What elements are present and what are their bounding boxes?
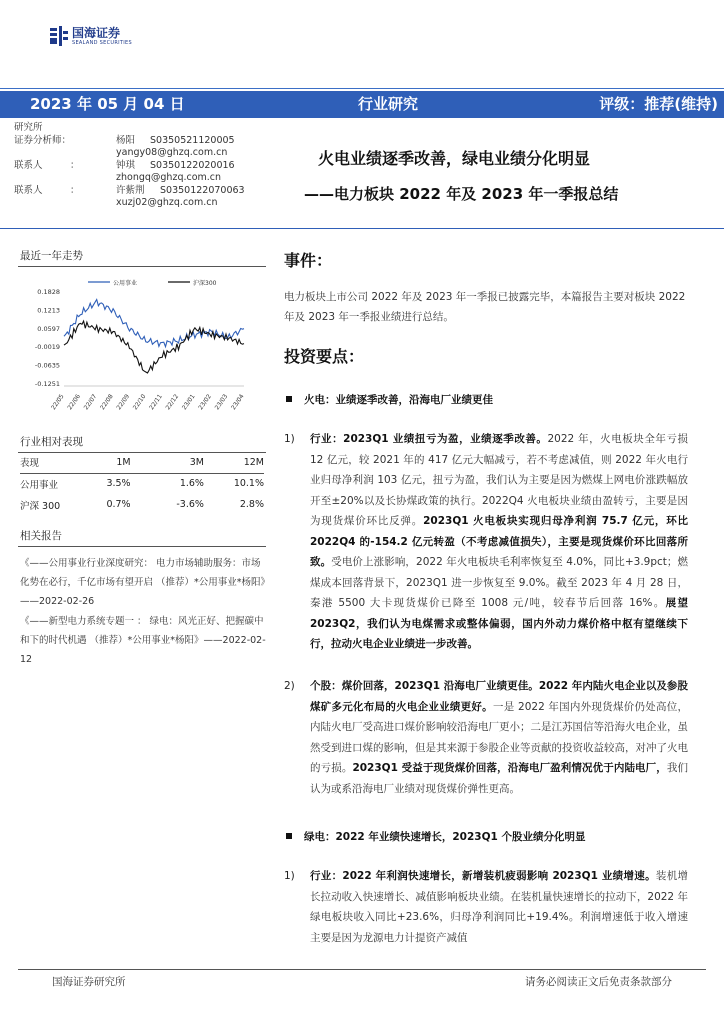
section-bullet-green bbox=[286, 829, 586, 844]
x-tick-label: 23/02 bbox=[197, 393, 213, 412]
item-bold: 展望 2023Q2，我们认为电煤需求或整体偏弱，国内外动力煤价格中枢有望继续下行，拉动火电企业业绩进一步改善。 bbox=[310, 597, 689, 650]
x-tick-label: 22/05 bbox=[49, 393, 66, 412]
series-line-hs300 bbox=[64, 321, 244, 373]
item-lead: 行业：2022 年利润快速增长，新增装机疲弱影响 2023Q1 业绩增速。 bbox=[310, 870, 656, 882]
related-report-item[interactable]: 《——公用事业行业深度研究： 电力市场辅助服务：市场化势在必行，千亿市场有望开启 （推荐）*公用事业*杨阳》——2022-02-26 bbox=[20, 558, 266, 608]
item-bold: 2023Q1 火电板块实现归母净利润 75.7 亿元，环比 2022Q4 的-154.2 亿元转盈（不考虑减值损失），主要是现货煤价环比回落所致。 bbox=[310, 515, 689, 568]
point-item-thermal-stocks bbox=[284, 676, 688, 799]
contact-colon: ： bbox=[70, 159, 80, 171]
related-reports bbox=[20, 554, 266, 669]
point-item-thermal-industry bbox=[284, 429, 688, 655]
legend-label: 沪深300 bbox=[193, 280, 217, 287]
perf-cell: 3.5% bbox=[106, 478, 131, 490]
x-tick-label: 22/08 bbox=[99, 393, 115, 412]
contact-code: S0350122070063 bbox=[160, 184, 245, 196]
perf-header-row bbox=[20, 452, 264, 473]
footer-rule bbox=[18, 969, 706, 970]
event-intro: 电力板块上市公司 2022 年及 2023 年一季报已披露完毕，本篇报告主要对板块 2022 年及 2023 年一季报业绩进行总结。 bbox=[284, 291, 686, 323]
logo-text-en: SEALAND SECURITIES bbox=[72, 39, 132, 46]
item-bold: 2023Q1 受益于现货煤价回落，沿海电厂盈利情况优于内陆电厂， bbox=[352, 762, 667, 774]
perf-header-cell: 12M bbox=[218, 452, 264, 473]
report-date: 2023 年 05 月 04 日 bbox=[30, 95, 185, 113]
perf-cell: 沪深 300 bbox=[20, 500, 61, 512]
logo-mark-icon bbox=[50, 26, 68, 46]
y-tick-label: 0.0597 bbox=[37, 324, 60, 333]
x-tick-label: 23/04 bbox=[229, 393, 246, 412]
trend-rule bbox=[18, 266, 266, 267]
x-tick-label: 22/12 bbox=[164, 393, 181, 412]
x-tick-label: 22/11 bbox=[148, 393, 164, 412]
square-bullet-icon bbox=[286, 396, 292, 402]
section-bullet-thermal bbox=[286, 392, 493, 407]
footer-left: 国海证券研究所 bbox=[52, 976, 126, 988]
item-text: 我们认为或系沿海电厂业绩对现货煤价弹性更高。 bbox=[310, 762, 688, 795]
company-logo bbox=[50, 26, 132, 46]
item-number: 1) bbox=[284, 870, 295, 882]
perf-row bbox=[20, 494, 264, 515]
y-tick-label: -0.0635 bbox=[34, 361, 60, 370]
square-bullet-icon bbox=[286, 833, 292, 839]
item-number: 1) bbox=[284, 433, 295, 445]
report-subtitle: ——电力板块 2022 年及 2023 年一季报总结 bbox=[304, 185, 619, 203]
trend-heading: 最近一年走势 bbox=[20, 250, 83, 262]
x-tick-label: 22/07 bbox=[82, 393, 99, 412]
perf-cell: 2.8% bbox=[239, 499, 264, 510]
report-rating: 评级：推荐(维持) bbox=[599, 95, 718, 113]
item-text: 受电价上涨影响，2022 年火电板块毛利率恢复至 4.0%，同比+3.9pct；燃煤成本回落背景下，2023Q1 进一步恢复至 9.0%。截至 2023 年 4 月 28 日，秦港 5500 大卡现货煤价已降至 1008 元/吨，较春节后回落 16%。 bbox=[310, 556, 689, 609]
x-tick-label: 22/06 bbox=[66, 393, 83, 412]
perf-cell: 公用事业 bbox=[20, 479, 59, 491]
points-heading: 投资要点： bbox=[284, 347, 365, 366]
legend-label: 公用事业 bbox=[113, 280, 138, 287]
perf-row bbox=[20, 473, 264, 494]
perf-header-cell: 1M bbox=[81, 452, 154, 473]
y-tick-label: -0.1251 bbox=[34, 380, 60, 388]
analyst-label: 证券分析师： bbox=[14, 134, 72, 146]
perf-table bbox=[20, 452, 264, 515]
section-bullet-text: 火电：业绩逐季改善，沿海电厂业绩更佳 bbox=[304, 394, 493, 406]
report-category: 行业研究 bbox=[358, 95, 419, 113]
contact-email: xuzj02@ghzq.com.cn bbox=[116, 197, 218, 208]
item-text: 装机增长拉动收入快速增长、减值影响板块业绩。在装机量快速增长的拉动下，2022 年绿电板块收入同比+23.6%，归母净利润同比+19.4%。利润增速低于收入增速主要是因为龙源电力计提资产减值 bbox=[310, 870, 689, 944]
related-rule bbox=[18, 546, 266, 547]
analyst-block bbox=[14, 122, 245, 210]
contact-label: 联系人 bbox=[14, 159, 43, 171]
y-tick-label: -0.0019 bbox=[34, 343, 60, 352]
contact-label: 联系人 bbox=[14, 184, 43, 196]
perf-cell: 0.7% bbox=[106, 499, 131, 510]
perf-header-cell: 表现 bbox=[20, 452, 81, 473]
item-text: 2022 年，火电板块全年亏损 12 亿元，较 2021 年的 417 亿元大幅减亏，若不考虑减值，则 2022 年火电行业归母净利润 103 亿元，扭亏为盈，我们认为主要是因为燃煤上网电价涨跌幅放开至±20%以及长协煤政策的执行。2022Q4 火电板块业绩由盈转亏，主要是因为现货煤价环比反弹。 bbox=[310, 433, 688, 527]
x-tick-label: 23/01 bbox=[180, 393, 197, 412]
header-divider bbox=[0, 228, 724, 229]
x-tick-label: 22/09 bbox=[115, 393, 132, 412]
x-tick-label: 22/10 bbox=[131, 393, 148, 412]
institute-label: 研究所 bbox=[14, 122, 43, 133]
x-tick-label: 23/03 bbox=[213, 393, 230, 412]
contact-email: zhongq@ghzq.com.cn bbox=[116, 172, 222, 183]
section-bullet-text: 绿电：2022 年业绩快速增长，2023Q1 个股业绩分化明显 bbox=[304, 831, 586, 843]
item-lead: 个股：煤价回落，2023Q1 沿海电厂业绩更佳。2022 年内陆火电企业以及参股煤矿多元化布局的火电企业业绩更好。 bbox=[310, 680, 688, 713]
item-number: 2) bbox=[284, 680, 295, 692]
perf-heading: 行业相对表现 bbox=[20, 436, 83, 448]
point-item-green-industry bbox=[284, 866, 688, 948]
contact-colon: ： bbox=[70, 184, 80, 196]
trend-chart-svg bbox=[18, 270, 266, 420]
analyst-name: 杨阳 bbox=[116, 134, 136, 146]
analyst-code: S0350521120005 bbox=[150, 134, 235, 146]
contact-name: 钟琪 bbox=[116, 159, 136, 171]
y-tick-label: 0.1213 bbox=[37, 306, 60, 315]
contact-name: 许紫荆 bbox=[116, 184, 145, 196]
perf-cell: 10.1% bbox=[233, 478, 264, 490]
related-heading: 相关报告 bbox=[20, 530, 62, 542]
related-report-item[interactable]: 《——新型电力系统专题一 ： 绿电：风光正好、把握碳中和下的时代机遇 （推荐）*公用事业*杨阳》——2022-02-12 bbox=[20, 615, 266, 666]
logo-text-cn: 国海证券 bbox=[72, 25, 121, 40]
perf-cell: 1.6% bbox=[179, 478, 204, 490]
trend-chart bbox=[18, 270, 266, 420]
analyst-email: yangy08@ghzq.com.cn bbox=[116, 147, 228, 158]
y-tick-label: 0.1828 bbox=[37, 288, 60, 296]
perf-cell: -3.6% bbox=[176, 499, 204, 510]
item-lead: 行业：2023Q1 业绩扭亏为盈，业绩逐季改善。 bbox=[310, 433, 548, 445]
contact-code: S0350122020016 bbox=[150, 159, 235, 171]
item-text: 一是 2022 年国内外现货煤价仍处高位，内陆火电厂受高进口煤价影响较沿海电厂更小；二是江苏国信等沿海火电企业，虽然受到进口煤的影响，但是其来源于参股企业等贡献的投资收益较高，对冲了火电的亏损。 bbox=[310, 700, 689, 774]
series-line-utilities bbox=[64, 300, 244, 347]
event-heading: 事件： bbox=[284, 251, 333, 270]
perf-header-cell: 3M bbox=[155, 452, 218, 473]
footer-right: 请务必阅读正文后免责条款部分 bbox=[525, 976, 672, 988]
report-title: 火电业绩逐季改善，绿电业绩分化明显 bbox=[318, 149, 591, 168]
